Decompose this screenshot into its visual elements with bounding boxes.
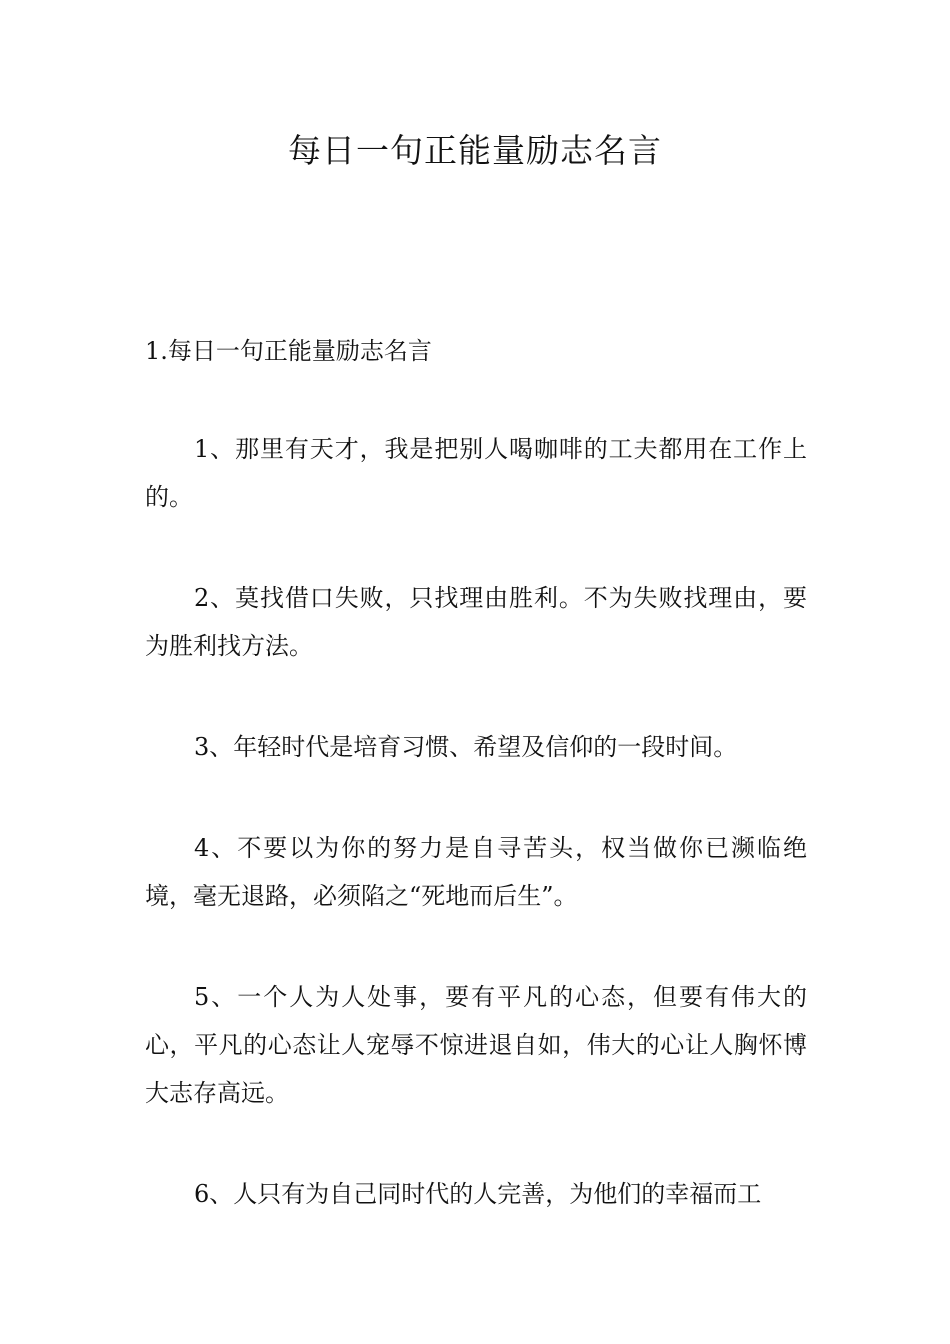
quote-paragraph-4: 4、不要以为你的努力是自寻苦头，权当做你已濒临绝境，毫无退路，必须陷之“死地而后生”。	[145, 834, 807, 910]
quote-paragraph-2: 2、莫找借口失败，只找理由胜利。不为失败找理由，要为胜利找方法。	[145, 584, 807, 660]
quote-paragraph-3: 3、年轻时代是培育习惯、希望及信仰的一段时间。	[194, 733, 738, 761]
quote-paragraph-6: 6、人只有为自己同时代的人完善，为他们的幸福而工	[194, 1180, 762, 1208]
quote-paragraph-5: 5、一个人为人处事，要有平凡的心态，但要有伟大的心，平凡的心态让人宠辱不惊进退自如，伟大的心让人胸怀博大志存高远。	[145, 983, 807, 1107]
quote-paragraph-1: 1、那里有天才，我是把别人喝咖啡的工夫都用在工作上的。	[145, 435, 807, 511]
document-title: 每日一句正能量励志名言	[288, 131, 662, 170]
section-heading: 1.每日一句正能量励志名言	[145, 337, 432, 365]
